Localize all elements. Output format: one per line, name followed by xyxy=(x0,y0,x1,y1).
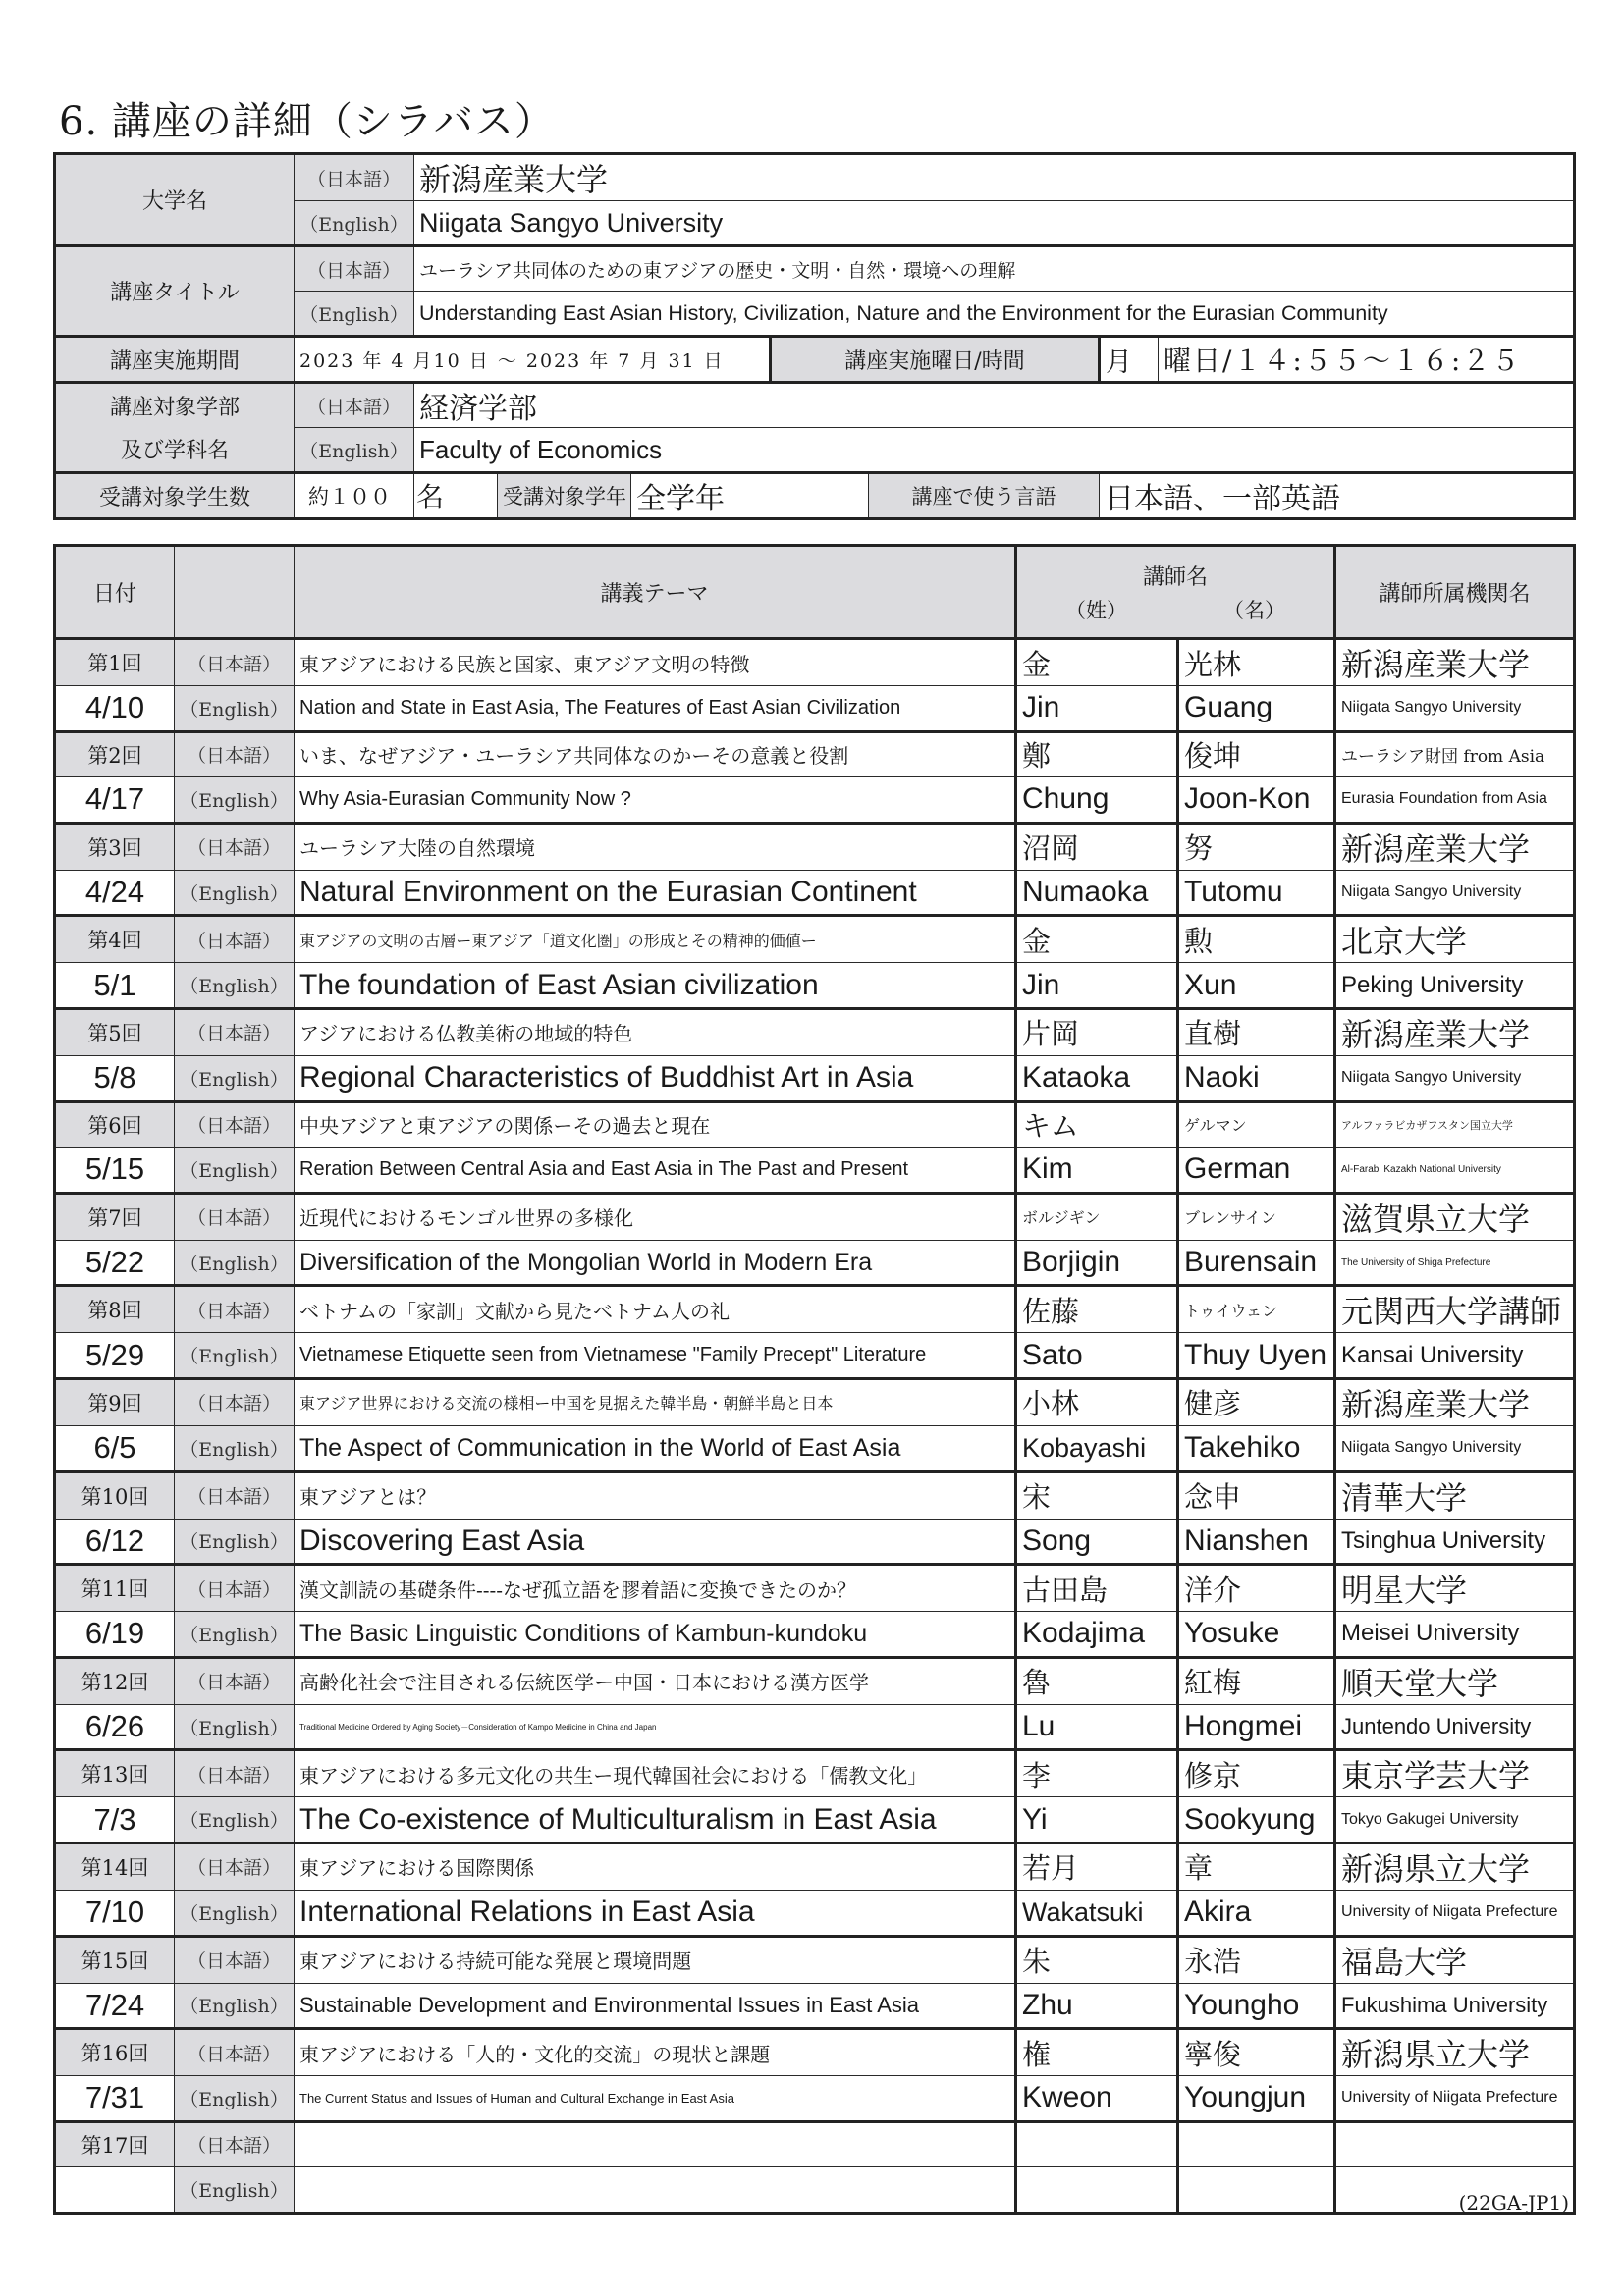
lecture-row-ja xyxy=(55,2029,1575,2076)
institution-en: Niigata Sangyo University xyxy=(1335,870,1575,916)
given-name-en: Youngho xyxy=(1178,1983,1335,2029)
theme-en: The Co-existence of Multiculturalism in East Asia xyxy=(295,1797,1016,1843)
surname-en xyxy=(1016,2167,1178,2214)
lang-label-en: （English） xyxy=(175,1890,295,1936)
lecture-round: 第15回 xyxy=(55,1936,175,1983)
given-name-en xyxy=(1178,2167,1335,2214)
institution-en: Eurasia Foundation from Asia xyxy=(1335,777,1575,824)
theme-en: International Relations in East Asia xyxy=(295,1890,1016,1936)
given-name-en: Akira xyxy=(1178,1890,1335,1936)
institution-ja: 新潟産業大学 xyxy=(1335,1378,1575,1425)
surname-en: Kim xyxy=(1016,1148,1178,1194)
lecture-row-en xyxy=(55,777,1575,824)
lecture-round: 第14回 xyxy=(55,1842,175,1890)
theme-ja: 高齢化社会で注目される伝統医学ー中国・日本における漢方医学 xyxy=(295,1657,1016,1704)
lang-label-en: （English） xyxy=(175,777,295,824)
theme-en: The Basic Linguistic Conditions of Kambun-kundoku xyxy=(295,1612,1016,1658)
lecture-date: 6/5 xyxy=(55,1425,175,1471)
lang-label-en: （English） xyxy=(175,963,295,1009)
lang-label-ja: （日本語） xyxy=(175,1286,295,1333)
header-given: （名） xyxy=(1223,598,1285,622)
surname-en: Jin xyxy=(1016,963,1178,1009)
theme-ja: 中央アジアと東アジアの関係ーその過去と現在 xyxy=(295,1101,1016,1148)
lang-label-ja: （日本語） xyxy=(175,1378,295,1425)
surname-en: Borjigin xyxy=(1016,1240,1178,1286)
given-name-ja: 紅梅 xyxy=(1178,1657,1335,1704)
surname-ja: 若月 xyxy=(1016,1842,1178,1890)
lecture-row-en xyxy=(55,1148,1575,1194)
lecture-round: 第2回 xyxy=(55,731,175,777)
surname-ja: 魯 xyxy=(1016,1657,1178,1704)
lecture-row-ja xyxy=(55,1008,1575,1055)
lang-label-en: （English） xyxy=(175,1797,295,1843)
theme-en: Vietnamese Etiquette seen from Vietnamese "Family Precept" Literature xyxy=(295,1333,1016,1379)
lang-label-ja: （日本語） xyxy=(175,731,295,777)
given-name-ja: 洋介 xyxy=(1178,1565,1335,1612)
given-name-en: Xun xyxy=(1178,963,1335,1009)
institution-ja: ユーラシア財団 from Asia xyxy=(1335,731,1575,777)
faculty-label: 講座対象学部 xyxy=(55,383,295,428)
surname-en: Kweon xyxy=(1016,2076,1178,2122)
lecture-row-en xyxy=(55,1055,1575,1101)
page-title: 6. 講座の詳細（シラバス） xyxy=(59,99,555,144)
given-name-en: Hongmei xyxy=(1178,1704,1335,1750)
lecture-row-en xyxy=(55,1333,1575,1379)
surname-en: Lu xyxy=(1016,1704,1178,1750)
lecture-round: 第10回 xyxy=(55,1471,175,1519)
institution-ja: アルファラビカザフスタン国立大学 xyxy=(1335,1101,1575,1148)
period-label: 講座実施期間 xyxy=(55,337,295,383)
lecture-round: 第7回 xyxy=(55,1193,175,1240)
lang-label-ja: （日本語） xyxy=(175,2121,295,2167)
lecture-row-en xyxy=(55,1704,1575,1750)
lecture-round: 第5回 xyxy=(55,1008,175,1055)
given-name-en: Nianshen xyxy=(1178,1519,1335,1565)
lecture-date: 5/1 xyxy=(55,963,175,1009)
lecture-date: 6/19 xyxy=(55,1612,175,1658)
institution-en: The University of Shiga Prefecture xyxy=(1335,1240,1575,1286)
institution-ja: 東京学芸大学 xyxy=(1335,1750,1575,1797)
institution-en: Peking University xyxy=(1335,963,1575,1009)
surname-ja xyxy=(1016,2121,1178,2167)
lecture-row-en xyxy=(55,686,1575,732)
given-name-ja: 永浩 xyxy=(1178,1936,1335,1983)
surname-en: Yi xyxy=(1016,1797,1178,1843)
lecture-date: 4/17 xyxy=(55,777,175,824)
institution-en: Niigata Sangyo University xyxy=(1335,1055,1575,1101)
period-value: 2023 年 4 月10 日 ～ 2023 年 7 月 31 日 xyxy=(295,337,771,383)
lecture-round: 第3回 xyxy=(55,823,175,870)
institution-en: University of Niigata Prefecture xyxy=(1335,1890,1575,1936)
lecture-row-ja xyxy=(55,1101,1575,1148)
theme-ja: 東アジアにおける「人的・文化的交流」の現状と課題 xyxy=(295,2029,1016,2076)
lecture-date: 7/10 xyxy=(55,1890,175,1936)
given-name-en: Sookyung xyxy=(1178,1797,1335,1843)
lecture-row-ja xyxy=(55,1657,1575,1704)
lecture-row-ja xyxy=(55,1936,1575,1983)
language-value: 日本語、一部英語 xyxy=(1100,473,1575,519)
lang-label-en: （English） xyxy=(175,1519,295,1565)
lecture-row-en xyxy=(55,2076,1575,2122)
schedule-table xyxy=(53,544,1576,2215)
lecture-row-en xyxy=(55,870,1575,916)
theme-en: Reration Between Central Asia and East Asia in The Past and Present xyxy=(295,1148,1016,1194)
target-year-label: 受講対象学年 xyxy=(498,473,631,519)
lang-label-en: （English） xyxy=(295,292,414,337)
surname-ja: 沼岡 xyxy=(1016,823,1178,870)
surname-ja: 朱 xyxy=(1016,1936,1178,1983)
theme-en: Discovering East Asia xyxy=(295,1519,1016,1565)
header-surname: （姓） xyxy=(1065,598,1127,622)
lang-label-ja: （日本語） xyxy=(295,154,414,201)
lang-label-en: （English） xyxy=(175,1704,295,1750)
institution-ja xyxy=(1335,2121,1575,2167)
lecture-date: 4/10 xyxy=(55,686,175,732)
lecture-row-ja xyxy=(55,1286,1575,1333)
lecture-round: 第9回 xyxy=(55,1378,175,1425)
theme-ja: 東アジアにおける民族と国家、東アジア文明の特徴 xyxy=(295,639,1016,686)
given-name-ja: 寧俊 xyxy=(1178,2029,1335,2076)
lang-label-ja: （日本語） xyxy=(175,1842,295,1890)
lecture-date: 6/12 xyxy=(55,1519,175,1565)
lang-label-en: （English） xyxy=(175,1333,295,1379)
lecture-row-ja xyxy=(55,916,1575,963)
lang-label-ja: （日本語） xyxy=(175,1936,295,1983)
given-name-en: Takehiko xyxy=(1178,1425,1335,1471)
theme-ja: いま、なぜアジア・ユーラシア共同体なのかーその意義と役割 xyxy=(295,731,1016,777)
theme-en: Regional Characteristics of Buddhist Art in Asia xyxy=(295,1055,1016,1101)
institution-ja: 元関西大学講師 xyxy=(1335,1286,1575,1333)
lecture-round: 第1回 xyxy=(55,639,175,686)
institution-ja: 福島大学 xyxy=(1335,1936,1575,1983)
given-name-en: Thuy Uyen xyxy=(1178,1333,1335,1379)
lecture-date xyxy=(55,2167,175,2214)
surname-en: Zhu xyxy=(1016,1983,1178,2029)
lang-label-en: （English） xyxy=(295,428,414,473)
surname-en: Kodajima xyxy=(1016,1612,1178,1658)
weekday-value: 月 xyxy=(1100,337,1159,383)
institution-ja: 明星大学 xyxy=(1335,1565,1575,1612)
lang-label-ja: （日本語） xyxy=(175,1657,295,1704)
surname-ja: 片岡 xyxy=(1016,1008,1178,1055)
theme-en: The foundation of East Asian civilization xyxy=(295,963,1016,1009)
institution-ja: 順天堂大学 xyxy=(1335,1657,1575,1704)
theme-ja: ユーラシア大陸の自然環境 xyxy=(295,823,1016,870)
lecture-row-ja xyxy=(55,731,1575,777)
lang-label-en: （English） xyxy=(175,1055,295,1101)
theme-en xyxy=(295,2167,1016,2214)
lecture-row-en xyxy=(55,1519,1575,1565)
faculty-en: Faculty of Economics xyxy=(414,428,1575,473)
surname-en: Jin xyxy=(1016,686,1178,732)
theme-ja: 近現代におけるモンゴル世界の多様化 xyxy=(295,1193,1016,1240)
lang-label-en: （English） xyxy=(175,1240,295,1286)
lecture-row-en xyxy=(55,963,1575,1009)
theme-en: Nation and State in East Asia, The Features of East Asian Civilization xyxy=(295,686,1016,732)
given-name-en: Guang xyxy=(1178,686,1335,732)
institution-ja: 新潟県立大学 xyxy=(1335,2029,1575,2076)
institution-ja: 新潟産業大学 xyxy=(1335,639,1575,686)
lecture-round: 第13回 xyxy=(55,1750,175,1797)
institution-ja: 新潟産業大学 xyxy=(1335,1008,1575,1055)
lang-label-ja: （日本語） xyxy=(175,1471,295,1519)
surname-ja: 権 xyxy=(1016,2029,1178,2076)
lecture-round: 第4回 xyxy=(55,916,175,963)
faculty-ja: 経済学部 xyxy=(414,383,1575,428)
lecture-row-ja xyxy=(55,1471,1575,1519)
institution-en: Meisei University xyxy=(1335,1612,1575,1658)
lang-label-ja: （日本語） xyxy=(175,1750,295,1797)
given-name-en: Joon-Kon xyxy=(1178,777,1335,824)
given-name-en: Yosuke xyxy=(1178,1612,1335,1658)
surname-en: Numaoka xyxy=(1016,870,1178,916)
lecture-date: 7/31 xyxy=(55,2076,175,2122)
lang-label-en: （English） xyxy=(175,1612,295,1658)
lecture-date: 5/22 xyxy=(55,1240,175,1286)
given-name-en: German xyxy=(1178,1148,1335,1194)
lang-label-en: （English） xyxy=(295,201,414,246)
lecture-date: 5/8 xyxy=(55,1055,175,1101)
lecture-row-ja xyxy=(55,1193,1575,1240)
surname-ja: 李 xyxy=(1016,1750,1178,1797)
lecture-row-ja xyxy=(55,1378,1575,1425)
lecture-row-ja xyxy=(55,1750,1575,1797)
given-name-ja: 勲 xyxy=(1178,916,1335,963)
given-name-ja: トゥイウェン xyxy=(1178,1286,1335,1333)
lecture-row-en xyxy=(55,1890,1575,1936)
lecture-round: 第11回 xyxy=(55,1565,175,1612)
lecture-row-ja xyxy=(55,1565,1575,1612)
target-year-value: 全学年 xyxy=(631,473,869,519)
lang-label-ja: （日本語） xyxy=(175,916,295,963)
theme-ja: アジアにおける仏教美術の地域的特色 xyxy=(295,1008,1016,1055)
institution-ja: 新潟県立大学 xyxy=(1335,1842,1575,1890)
form-code: (22GA-JP1) xyxy=(1458,2191,1569,2215)
lecture-round: 第12回 xyxy=(55,1657,175,1704)
weekday-time-value: 曜日/１４:５５～１６:２５ xyxy=(1159,337,1575,383)
given-name-en: Burensain xyxy=(1178,1240,1335,1286)
lecture-row-ja xyxy=(55,639,1575,686)
institution-en: Al-Farabi Kazakh National University xyxy=(1335,1148,1575,1194)
lecture-date: 4/24 xyxy=(55,870,175,916)
course-info-table xyxy=(53,152,1576,520)
theme-en: The Current Status and Issues of Human and Cultural Exchange in East Asia xyxy=(295,2076,1016,2122)
surname-en: Wakatsuki xyxy=(1016,1890,1178,1936)
lang-label-ja: （日本語） xyxy=(175,1008,295,1055)
lecture-row-ja xyxy=(55,1842,1575,1890)
university-name-en: Niigata Sangyo University xyxy=(414,201,1575,246)
lecture-round: 第8回 xyxy=(55,1286,175,1333)
surname-ja: ボルジギン xyxy=(1016,1193,1178,1240)
given-name-ja: 努 xyxy=(1178,823,1335,870)
surname-en: Sato xyxy=(1016,1333,1178,1379)
header-theme: 講義テーマ xyxy=(295,546,1016,639)
theme-ja xyxy=(295,2121,1016,2167)
given-name-ja xyxy=(1178,2121,1335,2167)
lecture-date: 7/3 xyxy=(55,1797,175,1843)
institution-en: Tsinghua University xyxy=(1335,1519,1575,1565)
lecture-row-ja xyxy=(55,2121,1575,2167)
lang-label-ja: （日本語） xyxy=(295,383,414,428)
lecture-round: 第16回 xyxy=(55,2029,175,2076)
lang-label-ja: （日本語） xyxy=(175,639,295,686)
institution-ja: 北京大学 xyxy=(1335,916,1575,963)
student-count-label: 受講対象学生数 xyxy=(55,473,295,519)
header-institution: 講師所属機関名 xyxy=(1335,546,1575,639)
lang-label-ja: （日本語） xyxy=(175,823,295,870)
surname-ja: 小林 xyxy=(1016,1378,1178,1425)
institution-en: Fukushima University xyxy=(1335,1983,1575,2029)
institution-en: Niigata Sangyo University xyxy=(1335,1425,1575,1471)
theme-ja: 東アジアの文明の古層ー東アジア「道文化圏」の形成とその精神的価値ー xyxy=(295,916,1016,963)
surname-ja: 鄭 xyxy=(1016,731,1178,777)
theme-en: Diversification of the Mongolian World in Modern Era xyxy=(295,1240,1016,1286)
faculty-label-line2: 及び学科名 xyxy=(55,428,295,473)
given-name-en: Youngjun xyxy=(1178,2076,1335,2122)
lang-label-en: （English） xyxy=(175,2076,295,2122)
lang-label-ja: （日本語） xyxy=(175,1565,295,1612)
institution-en: University of Niigata Prefecture xyxy=(1335,2076,1575,2122)
lang-label-ja: （日本語） xyxy=(175,1101,295,1148)
surname-en: Kataoka xyxy=(1016,1055,1178,1101)
given-name-ja: 直樹 xyxy=(1178,1008,1335,1055)
theme-en: Why Asia-Eurasian Community Now ? xyxy=(295,777,1016,824)
institution-en: Kansai University xyxy=(1335,1333,1575,1379)
student-count-unit: 名 xyxy=(414,473,498,519)
lang-label-en: （English） xyxy=(175,686,295,732)
given-name-ja: 修京 xyxy=(1178,1750,1335,1797)
theme-ja: 東アジアにおける国際関係 xyxy=(295,1842,1016,1890)
lecture-row-en xyxy=(55,2167,1575,2214)
lang-label-ja: （日本語） xyxy=(295,246,414,292)
course-title-label: 講座タイトル xyxy=(55,246,295,337)
course-title-ja: ユーラシア共同体のための東アジアの歴史・文明・自然・環境への理解 xyxy=(414,246,1575,292)
given-name-ja: ブレンサイン xyxy=(1178,1193,1335,1240)
lecture-row-en xyxy=(55,1240,1575,1286)
university-name-ja: 新潟産業大学 xyxy=(414,154,1575,201)
lecture-round: 第17回 xyxy=(55,2121,175,2167)
lecture-date: 5/29 xyxy=(55,1333,175,1379)
given-name-ja: 章 xyxy=(1178,1842,1335,1890)
course-title-en: Understanding East Asian History, Civilization, Nature and the Environment for the Eurasian Community xyxy=(414,292,1575,337)
institution-en: Juntendo University xyxy=(1335,1704,1575,1750)
lecture-row-en xyxy=(55,1612,1575,1658)
given-name-ja: 念申 xyxy=(1178,1471,1335,1519)
surname-ja: 金 xyxy=(1016,639,1178,686)
theme-ja: 東アジア世界における交流の様相ー中国を見据えた韓半島・朝鮮半島と日本 xyxy=(295,1378,1016,1425)
institution-en: Tokyo Gakugei University xyxy=(1335,1797,1575,1843)
surname-ja: 金 xyxy=(1016,916,1178,963)
lecture-round: 第6回 xyxy=(55,1101,175,1148)
header-instructor-label: 講師名 xyxy=(1142,564,1208,590)
lecture-row-en xyxy=(55,1797,1575,1843)
lang-label-en: （English） xyxy=(175,1148,295,1194)
surname-ja: キム xyxy=(1016,1101,1178,1148)
theme-ja: 東アジアとは？ xyxy=(295,1471,1016,1519)
theme-ja: ベトナムの「家訓」文献から見たベトナム人の礼 xyxy=(295,1286,1016,1333)
language-label: 講座で使う言語 xyxy=(869,473,1100,519)
header-instructor xyxy=(1016,546,1335,639)
given-name-ja: 光林 xyxy=(1178,639,1335,686)
given-name-ja: 健彦 xyxy=(1178,1378,1335,1425)
lecture-row-en xyxy=(55,1425,1575,1471)
surname-en: Chung xyxy=(1016,777,1178,824)
lang-label-en: （English） xyxy=(175,2167,295,2214)
surname-ja: 宋 xyxy=(1016,1471,1178,1519)
student-count-value: 約１００ xyxy=(295,473,414,519)
lecture-date: 6/26 xyxy=(55,1704,175,1750)
institution-ja: 滋賀県立大学 xyxy=(1335,1193,1575,1240)
header-date: 日付 xyxy=(55,546,175,639)
given-name-en: Tutomu xyxy=(1178,870,1335,916)
theme-en: The Aspect of Communication in the World of East Asia xyxy=(295,1425,1016,1471)
lang-label-en: （English） xyxy=(175,870,295,916)
lang-label-en: （English） xyxy=(175,1983,295,2029)
theme-ja: 漢文訓読の基礎条件----なぜ孤立語を膠着語に変換できたのか？ xyxy=(295,1565,1016,1612)
lang-label-ja: （日本語） xyxy=(175,2029,295,2076)
institution-en: Niigata Sangyo University xyxy=(1335,686,1575,732)
given-name-ja: ゲルマン xyxy=(1178,1101,1335,1148)
header-lang xyxy=(175,546,295,639)
theme-en: Traditional Medicine Ordered by Aging Society－Consideration of Kampo Medicine in China and Japan xyxy=(295,1704,1016,1750)
given-name-en: Naoki xyxy=(1178,1055,1335,1101)
surname-en: Song xyxy=(1016,1519,1178,1565)
lecture-row-en xyxy=(55,1983,1575,2029)
lang-label-ja: （日本語） xyxy=(175,1193,295,1240)
lang-label-en: （English） xyxy=(175,1425,295,1471)
weekday-time-label: 講座実施曜日/時間 xyxy=(771,337,1100,383)
institution-ja: 新潟産業大学 xyxy=(1335,823,1575,870)
surname-ja: 佐藤 xyxy=(1016,1286,1178,1333)
university-label: 大学名 xyxy=(55,154,295,246)
theme-ja: 東アジアにおける持続可能な発展と環境問題 xyxy=(295,1936,1016,1983)
lecture-row-ja xyxy=(55,823,1575,870)
theme-en: Sustainable Development and Environmental Issues in East Asia xyxy=(295,1983,1016,2029)
lecture-date: 7/24 xyxy=(55,1983,175,2029)
given-name-ja: 俊坤 xyxy=(1178,731,1335,777)
surname-en: Kobayashi xyxy=(1016,1425,1178,1471)
lecture-date: 5/15 xyxy=(55,1148,175,1194)
surname-ja: 古田島 xyxy=(1016,1565,1178,1612)
institution-ja: 清華大学 xyxy=(1335,1471,1575,1519)
theme-ja: 東アジアにおける多元文化の共生ー現代韓国社会における「儒教文化」 xyxy=(295,1750,1016,1797)
theme-en: Natural Environment on the Eurasian Continent xyxy=(295,870,1016,916)
